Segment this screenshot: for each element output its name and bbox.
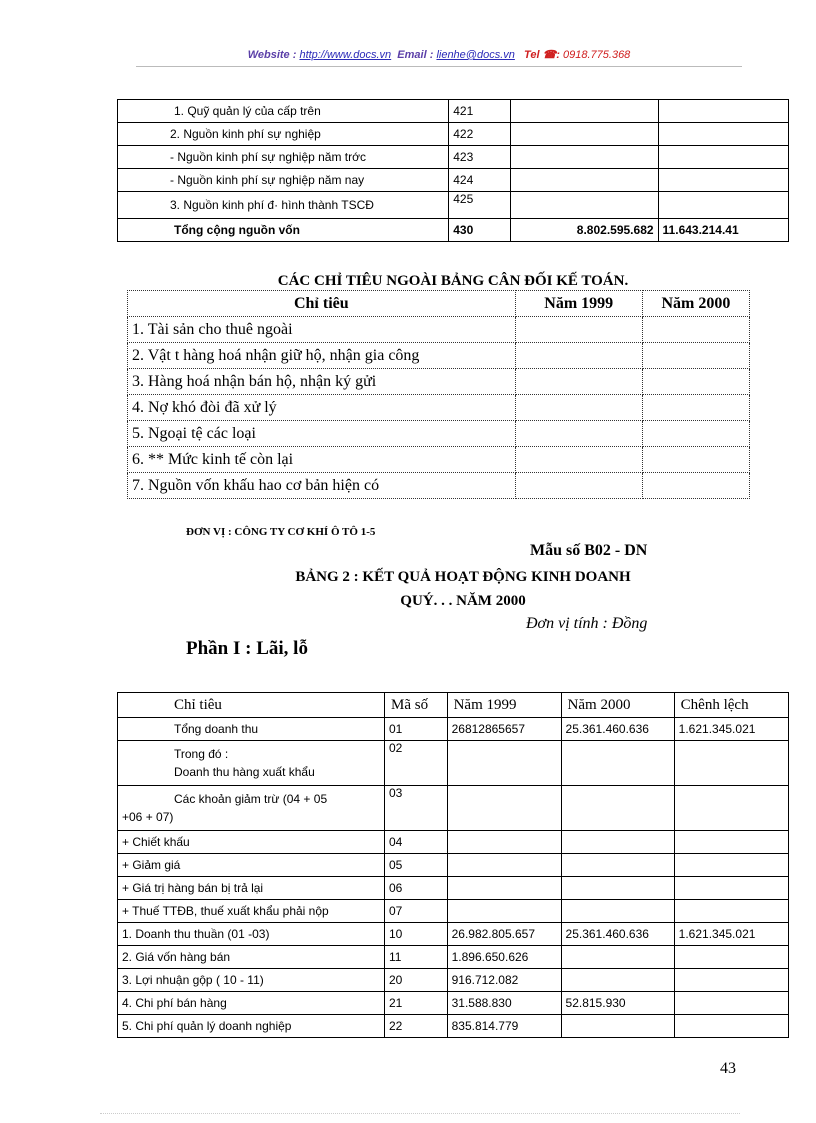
row-difference: [674, 992, 788, 1015]
row-label: 5. Chi phí quản lý doanh nghiệp: [118, 1015, 385, 1038]
row-label: 3. Hàng hoá nhận bán hộ, nhận ký gửi: [128, 369, 516, 395]
website-label: Website :: [247, 49, 297, 61]
row-value-2000: [561, 741, 674, 786]
row-label: 5. Ngoại tệ các loại: [128, 421, 516, 447]
table-header-row: [118, 693, 789, 718]
row-code: 422: [449, 123, 511, 146]
table-row: [118, 900, 789, 923]
row-label: Tổng doanh thu: [118, 718, 385, 741]
row-value-2000: 25.361.460.636: [561, 718, 674, 741]
header-criteria: Chỉ tiêu: [128, 291, 516, 317]
row-value-1999: [447, 854, 561, 877]
row-value-1999: 26.982.805.657: [447, 923, 561, 946]
header-difference: Chênh lệch: [674, 693, 788, 718]
row-value-2000: [561, 831, 674, 854]
row-difference: [674, 786, 788, 831]
table-header-row: [128, 291, 750, 317]
currency-unit: Đơn vị tính : Đồng: [526, 615, 648, 632]
row-value-2000: [658, 100, 788, 123]
row-label: 3. Nguồn kinh phí đ· hình thành TSCĐ: [118, 192, 449, 219]
row-value-1999: 835.814.779: [447, 1015, 561, 1038]
row-label: 4. Nợ khó đòi đã xử lý: [128, 395, 516, 421]
row-label: + Thuế TTĐB, thuế xuất khẩu phải nộp: [118, 900, 385, 923]
row-value-1999: [511, 123, 658, 146]
row-label: - Nguồn kinh phí sự nghiệp năm nay: [118, 169, 449, 192]
row-label: 2. Giá vốn hàng bán: [118, 946, 385, 969]
company-unit: ĐƠN VỊ : CÔNG TY CƠ KHÍ Ô TÔ 1-5: [186, 526, 376, 538]
row-value-1999: 8.802.595.682: [511, 219, 658, 242]
report-title: BẢNG 2 : KẾT QUẢ HOẠT ĐỘNG KINH DOANH: [295, 569, 631, 585]
table-row: [118, 877, 789, 900]
row-value-1999: [511, 146, 658, 169]
row-code: 05: [385, 854, 448, 877]
row-label: Tổng cộng nguồn vốn: [118, 219, 449, 242]
row-label: 7. Nguồn vốn khấu hao cơ bản hiện có: [128, 473, 516, 499]
row-label: 2. Vật t hàng hoá nhận giữ hộ, nhận gia công: [128, 343, 516, 369]
row-value-1999: [515, 473, 642, 499]
report-subtitle: QUÝ. . . NĂM 2000: [400, 593, 526, 609]
header-year-1999: Năm 1999: [515, 291, 642, 317]
table-row: [128, 447, 750, 473]
row-difference: [674, 1015, 788, 1038]
row-value-1999: 916.712.082: [447, 969, 561, 992]
table-row: [118, 741, 789, 786]
row-value-2000: [561, 969, 674, 992]
row-label: + Giá trị hàng bán bị trả lại: [118, 877, 385, 900]
row-value-2000: [642, 447, 749, 473]
row-label: 1. Doanh thu thuần (01 -03): [118, 923, 385, 946]
row-value-2000: [561, 946, 674, 969]
row-code: 20: [385, 969, 448, 992]
table-row: [118, 718, 789, 741]
table-row: [118, 831, 789, 854]
row-code: 430: [449, 219, 511, 242]
row-code: 425: [449, 192, 511, 219]
row-code: 22: [385, 1015, 448, 1038]
row-value-1999: 31.588.830: [447, 992, 561, 1015]
row-value-2000: [561, 786, 674, 831]
row-label: 1. Quỹ quản lý của cấp trên: [118, 100, 449, 123]
table-row: [128, 343, 750, 369]
table-row: [118, 923, 789, 946]
row-value-2000: 25.361.460.636: [561, 923, 674, 946]
row-code: 03: [385, 786, 448, 831]
row-value-1999: [515, 317, 642, 343]
row-label-line2: +06 + 07): [122, 810, 174, 824]
row-label-line1: Các khoản giảm trừ (04 + 05: [174, 792, 328, 806]
page-number: 43: [720, 1060, 736, 1077]
row-code: 07: [385, 900, 448, 923]
row-label: 3. Lợi nhuận gộp ( 10 - 11): [118, 969, 385, 992]
row-value-2000: [561, 1015, 674, 1038]
row-difference: [674, 969, 788, 992]
table-row: [128, 421, 750, 447]
row-label: 1. Tài sản cho thuê ngoài: [128, 317, 516, 343]
table-row: [128, 317, 750, 343]
row-value-1999: [511, 169, 658, 192]
row-label: 2. Nguồn kinh phí sự nghiệp: [118, 123, 449, 146]
row-code: 21: [385, 992, 448, 1015]
row-value-1999: [515, 447, 642, 473]
table-row: [118, 123, 789, 146]
table-row: [118, 786, 789, 831]
row-value-1999: [447, 900, 561, 923]
row-value-2000: [658, 169, 788, 192]
website-link[interactable]: http://www.docs.vn: [299, 49, 392, 61]
row-difference: 1.621.345.021: [674, 923, 788, 946]
header-year-2000: Năm 2000: [561, 693, 674, 718]
row-code: 04: [385, 831, 448, 854]
table-row: [118, 946, 789, 969]
header-year-2000: Năm 2000: [642, 291, 749, 317]
row-value-2000: [561, 900, 674, 923]
table-row: [118, 219, 789, 242]
row-value-1999: [447, 877, 561, 900]
row-value-2000: [642, 473, 749, 499]
row-label-line2: Doanh thu hàng xuất khẩu: [174, 765, 315, 779]
table-row: [128, 473, 750, 499]
row-difference: [674, 946, 788, 969]
row-value-1999: [515, 369, 642, 395]
row-value-2000: [642, 421, 749, 447]
header-year-1999: Năm 1999: [447, 693, 561, 718]
row-value-2000: [642, 369, 749, 395]
row-value-2000: [658, 192, 788, 219]
row-label: 6. ** Mức kinh tế còn lại: [128, 447, 516, 473]
row-difference: [674, 854, 788, 877]
table-row: [118, 100, 789, 123]
row-difference: 1.621.345.021: [674, 718, 788, 741]
row-label: + Chiết khấu: [118, 831, 385, 854]
form-number: Mẫu số B02 - DN: [530, 542, 648, 559]
table-row: [118, 969, 789, 992]
row-value-2000: [642, 317, 749, 343]
row-value-2000: 11.643.214.41: [658, 219, 788, 242]
row-difference: [674, 741, 788, 786]
row-label: 4. Chi phí bán hàng: [118, 992, 385, 1015]
row-code: 424: [449, 169, 511, 192]
row-label-line1: Trong đó :: [174, 747, 229, 761]
row-difference: [674, 877, 788, 900]
email-link[interactable]: lienhe@docs.vn: [436, 49, 515, 61]
row-value-1999: [447, 741, 561, 786]
table-row: [118, 146, 789, 169]
row-value-1999: [447, 786, 561, 831]
phone-label: Tel ☎:: [524, 49, 560, 61]
table-row: [118, 992, 789, 1015]
row-code: 423: [449, 146, 511, 169]
footer-divider: [100, 1113, 740, 1114]
row-value-1999: [447, 831, 561, 854]
header-code: Mã số: [385, 693, 448, 718]
row-label: [118, 786, 385, 831]
row-difference: [674, 900, 788, 923]
email-label: Email :: [397, 49, 434, 61]
row-label: + Giảm giá: [118, 854, 385, 877]
balance-sheet-table: [117, 99, 789, 242]
row-code: 01: [385, 718, 448, 741]
row-value-1999: [515, 343, 642, 369]
row-code: 11: [385, 946, 448, 969]
row-code: 421: [449, 100, 511, 123]
row-value-2000: [658, 123, 788, 146]
row-code: 06: [385, 877, 448, 900]
row-code: 02: [385, 741, 448, 786]
phone-number: 0918.775.368: [563, 49, 631, 61]
table-row: [118, 1015, 789, 1038]
row-code: 10: [385, 923, 448, 946]
row-value-1999: [511, 192, 658, 219]
part-heading: Phần I : Lãi, lỗ: [186, 638, 308, 659]
off-balance-table: [127, 290, 750, 499]
row-value-2000: [561, 854, 674, 877]
table-row: [118, 854, 789, 877]
row-value-2000: [658, 146, 788, 169]
table-row: [128, 369, 750, 395]
row-label: - Nguồn kinh phí sự nghiệp năm trớc: [118, 146, 449, 169]
row-value-1999: [515, 421, 642, 447]
header-criteria: Chỉ tiêu: [118, 693, 385, 718]
row-value-1999: [515, 395, 642, 421]
row-value-2000: [561, 877, 674, 900]
row-value-2000: [642, 343, 749, 369]
results-table: [117, 692, 789, 1038]
row-value-1999: 26812865657: [447, 718, 561, 741]
row-value-1999: [511, 100, 658, 123]
page-header: [136, 48, 742, 67]
off-balance-title: CÁC CHỈ TIÊU NGOÀI BẢNG CÂN ĐỐI KẾ TOÁN.: [277, 273, 629, 289]
table-row: [128, 395, 750, 421]
row-difference: [674, 831, 788, 854]
row-value-2000: 52.815.930: [561, 992, 674, 1015]
table-row: [118, 192, 789, 219]
table-row: [118, 169, 789, 192]
row-value-1999: 1.896.650.626: [447, 946, 561, 969]
row-value-2000: [642, 395, 749, 421]
row-label: [118, 741, 385, 786]
